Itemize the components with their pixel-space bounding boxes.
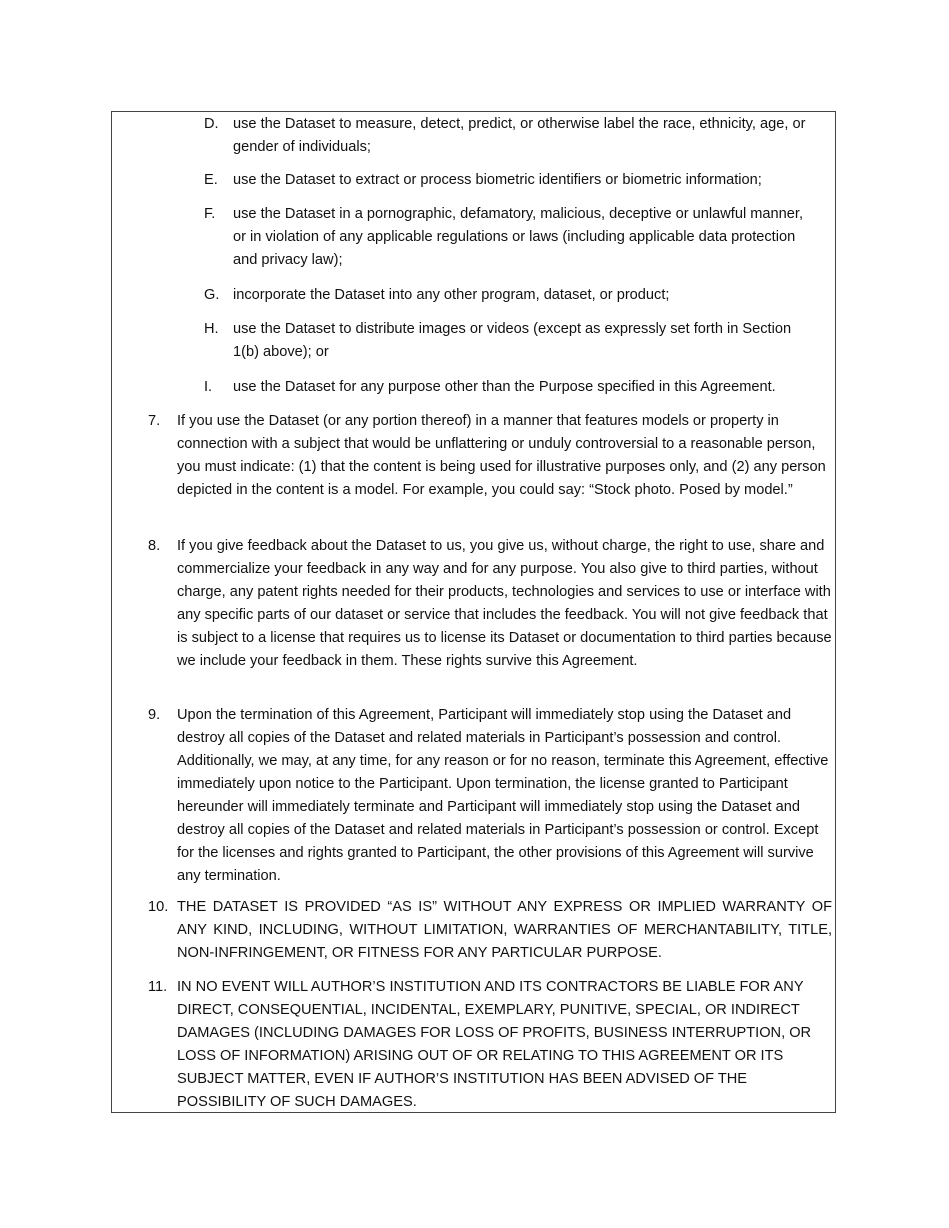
sub-item-h (204, 318, 816, 364)
list-item-text: If you use the Dataset (or any portion thereof) in a manner that features models or property in connection with a subject that would be unflattering or unduly controversial to a reasonable person, you must indicate: (1) that the content is being used for illustrative purposes only, and (2) any person depicted in the content is a model. For example, you could say: “Stock photo. Posed by model.” (177, 413, 826, 498)
list-marker: F. (204, 206, 216, 222)
list-item-text: use the Dataset to measure, detect, predict, or otherwise label the race, ethnicity, age, or gender of individuals; (233, 116, 806, 155)
list-item-text: use the Dataset in a pornographic, defamatory, malicious, deceptive or unlawful manner, or in violation of any applicable regulations or laws (including applicable data protection and privacy law); (233, 206, 804, 268)
document-frame (111, 111, 836, 1113)
list-item-text: use the Dataset to extract or process biometric identifiers or biometric information; (233, 172, 762, 188)
sub-item-g (204, 284, 816, 307)
clause-9 (148, 704, 832, 888)
list-item-text: use the Dataset to distribute images or videos (except as expressly set forth in Section 1(b) above); or (233, 321, 792, 360)
list-item-text: IN NO EVENT WILL AUTHOR’S INSTITUTION AND ITS CONTRACTORS BE LIABLE FOR ANY DIRECT, CONSEQUENTIAL, INCIDENTAL, EXEMPLARY, PUNITIVE, SPECIAL, OR INDIRECT DAMAGES (INCLUDING DAMAGES FOR LOSS OF PROFITS, BUSINESS INTERRUPTION, OR LOSS OF INFORMATION) ARISING OUT OF OR RELATING TO THIS AGREEMENT OR ITS SUBJECT MATTER, EVEN IF AUTHOR’S INSTITUTION HAS BEEN ADVISED OF THE POSSIBILITY OF SUCH DAMAGES. (177, 979, 812, 1110)
list-item-text: If you give feedback about the Dataset to us, you give us, without charge, the right to use, share and commercialize your feedback in any way and for any purpose. You also give to third parties, without charge, any patent rights needed for their products, technologies and services to use or interface with any specific parts of our dataset or service that includes the feedback. You will not give feedback that is subject to a license that requires us to license its Dataset or documentation to third parties because we include your feedback in them. These rights survive this Agreement. (177, 538, 832, 669)
sub-item-e (204, 169, 816, 192)
list-marker: G. (204, 287, 220, 303)
list-item-text: use the Dataset for any purpose other than the Purpose specified in this Agreement. (233, 379, 776, 395)
list-marker: 11. (148, 979, 168, 995)
list-marker: 9. (148, 707, 161, 723)
clause-10 (148, 896, 832, 965)
list-item-text: incorporate the Dataset into any other program, dataset, or product; (233, 287, 670, 303)
sub-item-i (204, 376, 816, 399)
list-marker: 8. (148, 538, 161, 554)
list-marker: D. (204, 116, 219, 132)
list-item-text: Upon the termination of this Agreement, Participant will immediately stop using the Dataset and destroy all copies of the Dataset and related materials in Participant’s possession and control. Additionally, we may, at any time, for any reason or for no reason, terminate this Agreement, effective immediately upon notice to the Participant. Upon termination, the license granted to Participant hereunder will immediately terminate and Participant will immediately stop using the Dataset and destroy all copies of the Dataset and related materials in Participant’s possession or control. Except for the licenses and rights granted to Participant, the other provisions of this Agreement will survive any termination. (177, 707, 829, 884)
list-item-text: THE DATASET IS PROVIDED “AS IS” WITHOUT ANY EXPRESS OR IMPLIED WARRANTY OF ANY KIND, INCLUDING, WITHOUT LIMITATION, WARRANTIES OF MERCHANTABILITY, TITLE, NON-INFRINGEMENT, OR FITNESS FOR ANY PARTICULAR PURPOSE. (177, 899, 832, 961)
sub-item-d (204, 113, 816, 159)
list-marker: H. (204, 321, 219, 337)
list-marker: I. (204, 379, 213, 395)
list-marker: 10. (148, 899, 169, 915)
list-marker: 7. (148, 413, 161, 429)
clause-11 (148, 976, 832, 1114)
sub-item-f (204, 203, 816, 272)
clause-8 (148, 535, 832, 673)
clause-7 (148, 410, 832, 502)
list-marker: E. (204, 172, 218, 188)
